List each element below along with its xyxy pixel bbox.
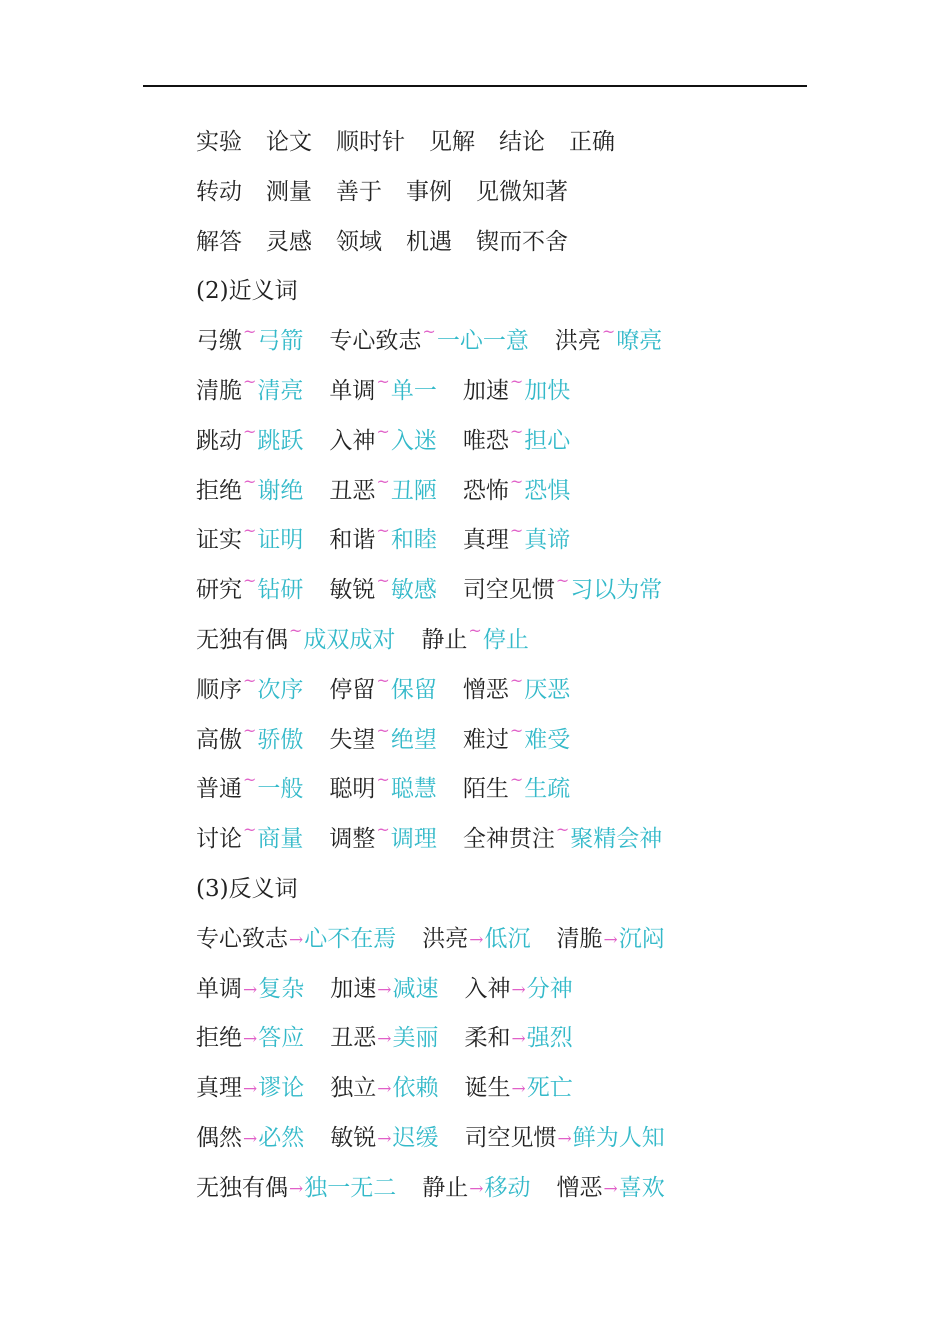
arrow-connector: →	[603, 1178, 618, 1199]
antonym-answer: 强烈	[526, 1025, 573, 1052]
arrow-connector: →	[377, 1079, 392, 1100]
arrow-connector: →	[243, 1128, 258, 1149]
antonym-word: 敏锐	[330, 1124, 377, 1151]
antonym-word: 洪亮	[422, 925, 469, 952]
antonym-row	[196, 1114, 836, 1164]
antonym-row	[196, 1064, 836, 1114]
antonym-pair	[330, 1064, 438, 1115]
synonym-pair	[329, 666, 436, 716]
antonym-answer: 死亡	[526, 1075, 573, 1102]
arrow-connector: →	[377, 1128, 392, 1149]
antonym-answer: 心不在焉	[304, 925, 397, 952]
antonym-pair	[422, 915, 530, 966]
tilde-connector: ~	[243, 471, 257, 491]
antonym-answer: 分神	[526, 975, 573, 1002]
synonym-answer: 加快	[524, 377, 571, 404]
synonym-word: 全神贯注	[462, 826, 555, 853]
antonym-row	[196, 915, 836, 965]
arrow-connector: →	[377, 1029, 392, 1050]
tilde-connector: ~	[376, 471, 390, 491]
synonym-answer: 停止	[482, 626, 529, 653]
synonym-answer: 担心	[524, 427, 571, 454]
synonym-answer: 难受	[524, 726, 571, 753]
tilde-connector: ~	[289, 620, 303, 640]
synonym-answer: 丑陋	[390, 477, 437, 504]
antonym-pair	[465, 1014, 573, 1065]
synonym-answer: 习以为常	[570, 577, 663, 604]
antonym-answer: 鲜为人知	[572, 1124, 665, 1151]
antonym-answer: 沉闷	[618, 925, 665, 952]
synonym-answer: 入迷	[390, 427, 437, 454]
vocab-word: 见解	[429, 129, 475, 155]
synonym-pair	[196, 815, 303, 865]
antonym-list	[196, 915, 836, 1214]
arrow-connector: →	[243, 979, 258, 1000]
antonym-pair	[330, 1114, 438, 1165]
synonym-word: 真理	[462, 527, 509, 554]
synonym-word: 洪亮	[554, 328, 601, 355]
tilde-connector: ~	[555, 820, 570, 840]
synonym-word: 聪明	[329, 776, 376, 803]
antonym-word: 单调	[196, 975, 242, 1002]
synonym-pair	[196, 566, 303, 616]
synonym-row	[196, 317, 836, 367]
synonym-answer: 一般	[257, 776, 304, 803]
antonym-answer: 依赖	[392, 1075, 439, 1102]
synonym-answer: 厌恶	[524, 676, 571, 703]
tilde-connector: ~	[376, 720, 390, 740]
antonym-pair	[330, 965, 438, 1016]
tilde-connector: ~	[243, 421, 257, 441]
vocab-word: 事例	[406, 178, 452, 205]
antonym-answer: 低沉	[484, 925, 531, 952]
synonym-row	[196, 666, 836, 716]
synonym-pair	[463, 516, 570, 566]
synonym-word: 恐怖	[462, 477, 509, 504]
tilde-connector: ~	[509, 670, 524, 690]
synonym-answer: 跳跃	[257, 427, 304, 454]
synonym-list	[196, 317, 836, 865]
tilde-connector: ~	[376, 820, 390, 840]
arrow-connector: →	[377, 979, 392, 1000]
synonym-answer: 生疏	[524, 776, 571, 803]
tilde-connector: ~	[509, 421, 524, 441]
synonym-word: 司空见惯	[462, 577, 555, 604]
vocab-word: 机遇	[406, 228, 452, 255]
antonym-answer: 必然	[258, 1124, 305, 1151]
synonym-pair	[329, 815, 436, 865]
tilde-connector: ~	[376, 770, 390, 790]
synonym-answer: 成双成对	[303, 626, 396, 653]
arrow-connector: →	[511, 1079, 526, 1100]
synonym-pair	[329, 566, 436, 616]
tilde-connector: ~	[243, 371, 257, 391]
synonym-answer: 谢绝	[257, 477, 304, 504]
synonym-word: 单调	[329, 377, 376, 404]
vocab-word: 转动	[196, 178, 242, 205]
tilde-connector: ~	[422, 322, 436, 342]
synonym-pair	[196, 467, 303, 517]
synonym-row	[196, 815, 836, 865]
synonym-pair	[196, 666, 303, 716]
synonym-word: 失望	[329, 726, 376, 753]
synonym-word: 静止	[421, 626, 468, 653]
synonym-pair	[329, 467, 436, 517]
antonym-word: 诞生	[464, 1075, 511, 1102]
synonym-word: 讨论	[196, 826, 242, 853]
antonym-pair	[330, 1014, 438, 1065]
vocab-word: 论文	[266, 129, 312, 155]
arrow-connector: →	[289, 929, 304, 950]
tilde-connector: ~	[509, 471, 524, 491]
vocab-row	[196, 218, 836, 268]
synonym-word: 敏锐	[329, 577, 376, 604]
vocab-word: 锲而不舍	[476, 228, 568, 255]
synonym-pair	[196, 417, 303, 467]
vocab-word: 结论	[499, 129, 545, 155]
tilde-connector: ~	[376, 421, 390, 441]
antonym-word: 无独有偶	[196, 1174, 288, 1201]
antonym-word: 丑恶	[330, 1025, 377, 1052]
synonym-word: 高傲	[196, 726, 242, 753]
vocab-row	[196, 118, 836, 168]
antonym-word: 专心致志	[196, 925, 288, 952]
tilde-connector: ~	[243, 322, 257, 342]
arrow-connector: →	[603, 929, 618, 950]
synonym-pair	[555, 317, 662, 367]
antonym-word: 静止	[422, 1174, 469, 1201]
arrow-connector: →	[289, 1178, 304, 1199]
antonym-word: 真理	[196, 1075, 242, 1102]
antonym-word: 拒绝	[196, 1025, 242, 1052]
vocab-word: 解答	[196, 228, 242, 255]
synonym-pair	[329, 716, 436, 766]
synonym-pair	[196, 317, 303, 367]
vocab-word: 领域	[336, 228, 382, 255]
synonym-word: 停留	[329, 676, 376, 703]
synonym-answer: 弓箭	[257, 328, 304, 355]
synonym-pair	[463, 666, 570, 716]
synonym-word: 丑恶	[329, 477, 376, 504]
antonym-answer: 移动	[484, 1174, 531, 1201]
synonym-row	[196, 367, 836, 417]
arrow-connector: →	[511, 1029, 526, 1050]
synonym-answer: 商量	[257, 826, 304, 853]
arrow-connector: →	[557, 1128, 572, 1149]
antonym-answer: 迟缓	[392, 1124, 439, 1151]
arrow-connector: →	[469, 1178, 484, 1199]
antonym-pair	[196, 965, 304, 1016]
synonym-word: 弓缴	[196, 328, 242, 355]
vocab-word: 见微知著	[476, 178, 568, 205]
synonym-word: 陌生	[462, 776, 509, 803]
tilde-connector: ~	[376, 670, 390, 690]
tilde-connector: ~	[243, 820, 257, 840]
synonym-pair	[463, 716, 570, 766]
synonym-pair	[463, 815, 662, 865]
synonym-word: 憎恶	[462, 676, 509, 703]
synonym-word: 调整	[329, 826, 376, 853]
synonym-pair	[196, 716, 303, 766]
synonym-pair	[463, 417, 570, 467]
synonym-word: 顺序	[196, 676, 242, 703]
synonym-pair	[421, 616, 528, 666]
synonym-row	[196, 566, 836, 616]
synonym-word: 普通	[196, 776, 242, 803]
antonym-answer: 美丽	[392, 1025, 439, 1052]
synonym-word: 加速	[462, 377, 509, 404]
synonym-word: 拒绝	[196, 477, 242, 504]
tilde-connector: ~	[509, 770, 524, 790]
antonym-answer: 答应	[258, 1025, 305, 1052]
tilde-connector: ~	[468, 620, 482, 640]
synonym-answer: 恐惧	[524, 477, 571, 504]
synonym-row	[196, 516, 836, 566]
vocab-word: 顺时针	[336, 129, 405, 155]
antonym-pair	[196, 1164, 396, 1215]
synonym-pair	[463, 367, 570, 417]
synonym-answer: 真谛	[524, 527, 571, 554]
antonym-pair	[557, 1164, 665, 1215]
antonym-pair	[465, 1064, 573, 1115]
antonym-word: 清脆	[556, 925, 603, 952]
synonym-answer: 保留	[390, 676, 437, 703]
antonym-word: 偶然	[196, 1124, 242, 1151]
tilde-connector: ~	[243, 670, 257, 690]
antonym-answer: 谬论	[258, 1075, 305, 1102]
synonym-answer: 钻研	[257, 577, 304, 604]
synonym-answer: 聚精会神	[570, 826, 663, 853]
vocab-word: 测量	[266, 178, 312, 205]
tilde-connector: ~	[243, 770, 257, 790]
vocab-word: 善于	[336, 178, 382, 205]
antonym-word: 司空见惯	[464, 1124, 557, 1151]
vocab-row	[196, 168, 836, 218]
synonym-pair	[329, 765, 436, 815]
antonym-word: 加速	[330, 975, 377, 1002]
synonym-word: 专心致志	[329, 328, 422, 355]
antonym-pair	[422, 1164, 530, 1215]
vocab-word: 实验	[196, 129, 242, 155]
synonym-word: 清脆	[196, 377, 242, 404]
antonym-pair	[465, 1114, 665, 1165]
synonym-pair	[196, 367, 303, 417]
synonym-answer: 证明	[257, 527, 304, 554]
antonym-row	[196, 1014, 836, 1064]
synonym-pair	[329, 417, 436, 467]
synonym-pair	[196, 516, 303, 566]
synonym-word: 证实	[196, 527, 242, 554]
vocab-word: 灵感	[266, 228, 312, 255]
arrow-connector: →	[243, 1029, 258, 1050]
tilde-connector: ~	[509, 371, 524, 391]
tilde-connector: ~	[376, 521, 390, 541]
synonym-answer: 调理	[390, 826, 437, 853]
synonym-answer: 单一	[390, 377, 437, 404]
synonym-answer: 一心一意	[436, 328, 529, 355]
synonym-row	[196, 765, 836, 815]
antonym-answer: 减速	[392, 975, 439, 1002]
synonym-answer: 骄傲	[257, 726, 304, 753]
synonym-row	[196, 716, 836, 766]
synonym-pair	[196, 616, 395, 666]
tilde-connector: ~	[243, 521, 257, 541]
synonym-answer: 敏感	[390, 577, 437, 604]
tilde-connector: ~	[555, 571, 570, 591]
header-rule	[143, 85, 807, 87]
synonym-pair	[329, 367, 436, 417]
synonym-row	[196, 616, 836, 666]
word-list	[196, 118, 836, 1214]
arrow-connector: →	[243, 1079, 258, 1100]
synonym-word: 唯恐	[462, 427, 509, 454]
antonym-pair	[557, 915, 665, 966]
tilde-connector: ~	[509, 720, 524, 740]
synonym-row	[196, 467, 836, 517]
antonym-pair	[196, 1014, 304, 1065]
vocab-word: 正确	[569, 129, 615, 155]
antonym-word: 柔和	[464, 1025, 511, 1052]
synonym-answer: 嘹亮	[616, 328, 663, 355]
antonym-pair	[196, 1064, 304, 1115]
antonym-row	[196, 965, 836, 1015]
synonym-word: 跳动	[196, 427, 242, 454]
tilde-connector: ~	[376, 571, 390, 591]
tilde-connector: ~	[243, 571, 257, 591]
synonym-word: 无独有偶	[196, 626, 288, 653]
antonym-pair	[465, 965, 573, 1016]
antonyms-heading: (3)反义词	[196, 875, 298, 902]
synonym-pair	[329, 317, 528, 367]
antonym-pair	[196, 1114, 304, 1165]
antonym-word: 入神	[464, 975, 511, 1002]
antonym-pair	[196, 915, 396, 966]
synonym-word: 研究	[196, 577, 242, 604]
synonym-word: 入神	[329, 427, 376, 454]
tilde-connector: ~	[601, 322, 616, 342]
tilde-connector: ~	[509, 521, 524, 541]
tilde-connector: ~	[243, 720, 257, 740]
arrow-connector: →	[511, 979, 526, 1000]
synonym-word: 和谐	[329, 527, 376, 554]
antonym-row	[196, 1164, 836, 1214]
synonyms-heading: (2)近义词	[196, 278, 298, 305]
tilde-connector: ~	[376, 371, 390, 391]
antonym-answer: 复杂	[258, 975, 305, 1002]
synonym-answer: 绝望	[390, 726, 437, 753]
antonym-word: 憎恶	[556, 1174, 603, 1201]
arrow-connector: →	[469, 929, 484, 950]
antonym-answer: 独一无二	[304, 1174, 397, 1201]
antonym-answer: 喜欢	[618, 1174, 665, 1201]
synonym-pair	[329, 516, 436, 566]
synonym-answer: 聪慧	[390, 776, 437, 803]
antonym-word: 独立	[330, 1075, 377, 1102]
synonym-pair	[463, 566, 662, 616]
synonym-answer: 清亮	[257, 377, 304, 404]
synonym-pair	[463, 765, 570, 815]
synonym-pair	[196, 765, 303, 815]
synonym-answer: 和睦	[390, 527, 437, 554]
synonym-answer: 次序	[257, 676, 304, 703]
synonym-pair	[463, 467, 570, 517]
synonym-row	[196, 417, 836, 467]
synonym-word: 难过	[462, 726, 509, 753]
